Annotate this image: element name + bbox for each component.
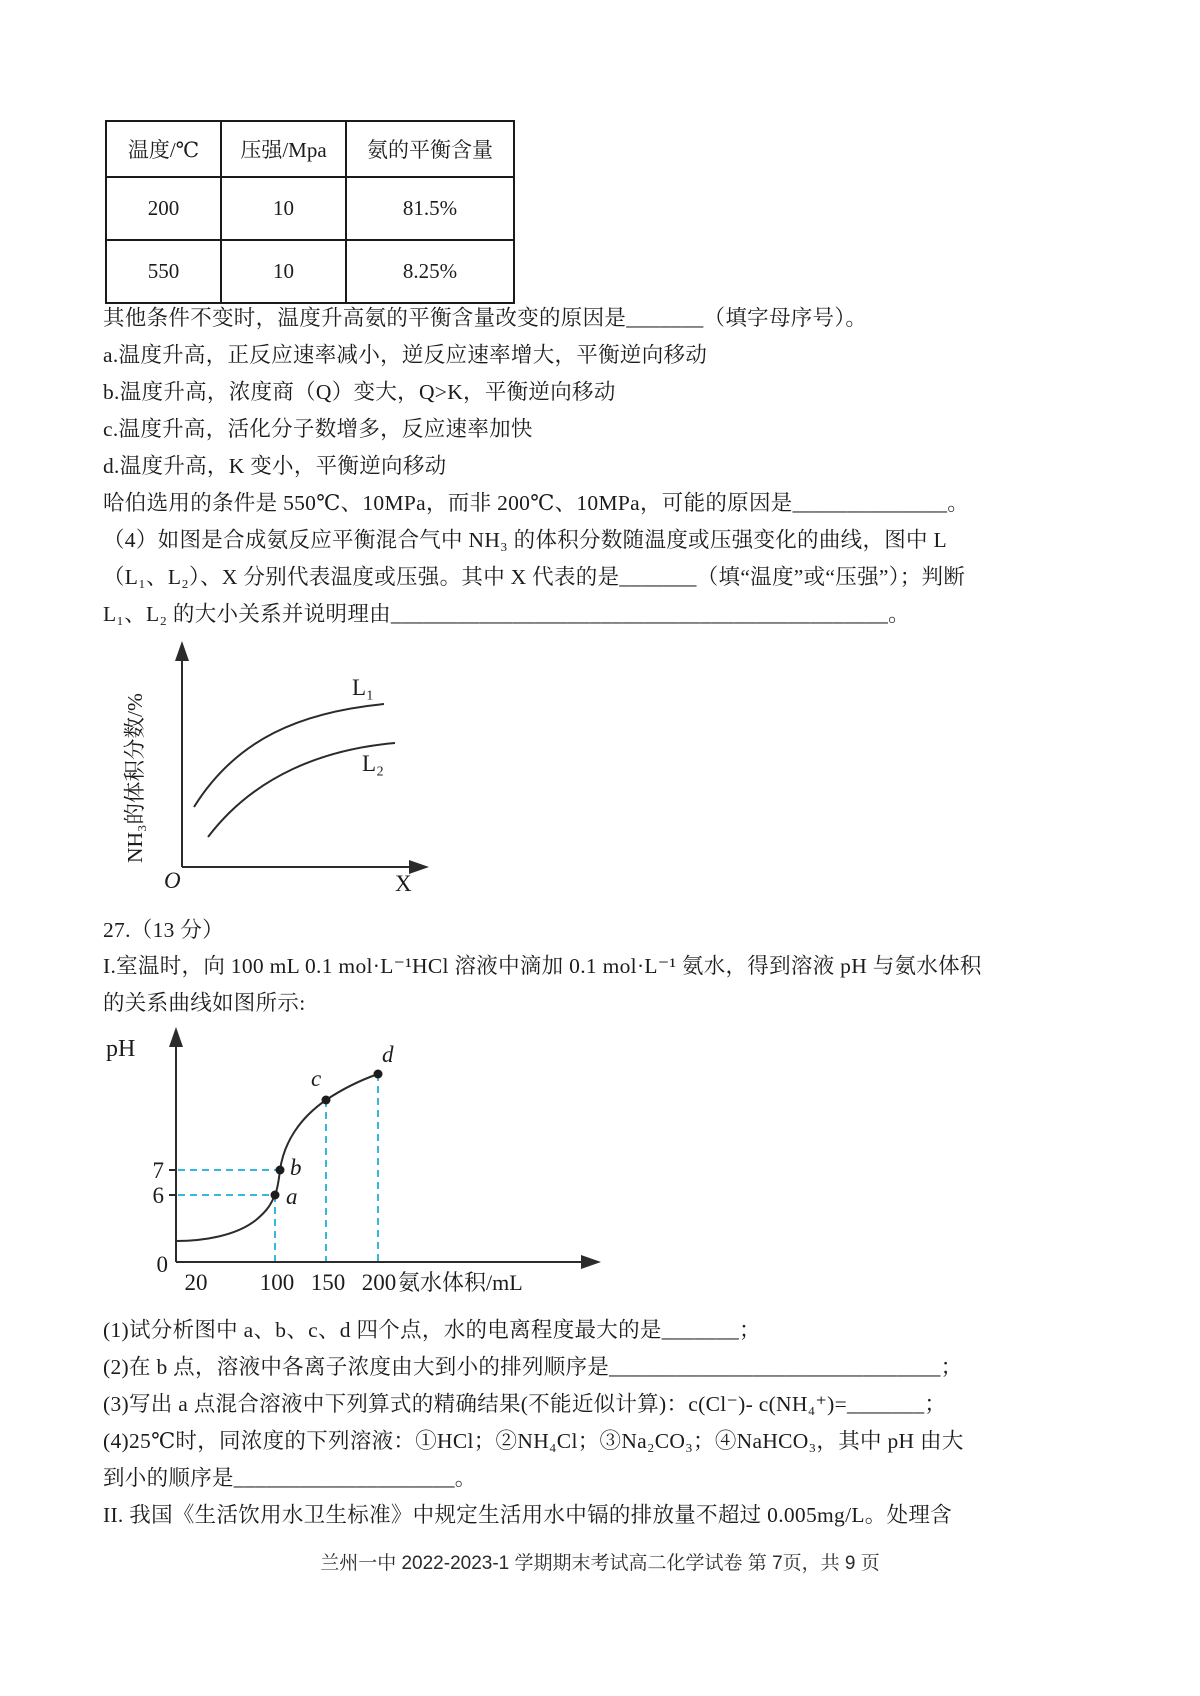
- text-line: （L₁、L₂）、X 分别代表温度或压强。其中 X 代表的是_______（填“温度”或“压强”）；判断: [103, 565, 966, 589]
- y-axis-label: NH₃的体积分数/%: [123, 693, 147, 863]
- x-tick-20: 20: [184, 1270, 208, 1295]
- ph-titration-chart: [98, 1022, 638, 1312]
- y-axis-arrow-icon: [175, 641, 189, 661]
- x-axis-label: 氨水体积/mL: [398, 1270, 523, 1295]
- y-axis-arrow-icon: [169, 1027, 183, 1047]
- question-27-heading: [103, 912, 1120, 949]
- question-26-text: [103, 300, 1120, 633]
- titration-curve: [176, 1074, 378, 1241]
- subquestion-1: (1)试分析图中 a、b、c、d 四个点，水的电离程度最大的是_______；: [103, 1318, 761, 1342]
- table-header-row: [106, 121, 514, 177]
- curve-L2-label: L₂: [362, 751, 385, 776]
- point-b-label: b: [290, 1155, 302, 1180]
- col-header-pressure: 压强/Mpa: [221, 121, 346, 177]
- question-27-subquestions: [103, 1312, 1120, 1534]
- subquestion-4-line1: (4)25℃时，同浓度的下列溶液：①HCl；②NH₄Cl；③Na₂CO₃；④NaHCO₃，其中 pH 由大: [103, 1429, 964, 1453]
- x-axis-label: X: [395, 871, 412, 896]
- curve-L1-label: L₁: [352, 675, 375, 700]
- cell-ammonia-content: 81.5%: [346, 177, 514, 240]
- subquestion-2: (2)在 b 点，溶液中各离子浓度由大到小的排列顺序是______________________________；: [103, 1355, 963, 1379]
- table-row: [106, 177, 514, 240]
- heading-line: 27.（13 分）: [103, 918, 224, 942]
- point-d-label: d: [382, 1042, 394, 1067]
- option-c: c.温度升高，活化分子数增多，反应速率加快: [103, 417, 533, 441]
- origin-label: O: [164, 868, 181, 893]
- part-II-line: II. 我国《生活饮用水卫生标准》中规定生活用水中镉的排放量不超过 0.005mg/L。处理含: [103, 1503, 953, 1527]
- option-b: b.温度升高，浓度商（Q）变大，Q>K，平衡逆向移动: [103, 380, 616, 404]
- cell-temperature: 550: [106, 240, 221, 303]
- point-a: [271, 1191, 280, 1200]
- cell-pressure: 10: [221, 177, 346, 240]
- y-tick-0: 0: [156, 1252, 168, 1277]
- page-footer: 兰州一中 2022-2023-1 学期期末考试高二化学试卷 第 7页，共 9 页: [320, 1553, 880, 1574]
- option-d: d.温度升高，K 变小，平衡逆向移动: [103, 454, 447, 478]
- point-a-label: a: [286, 1184, 298, 1209]
- x-tick-100: 100: [259, 1270, 295, 1295]
- col-header-ammonia-content: 氨的平衡含量: [346, 121, 514, 177]
- table-row: [106, 240, 514, 303]
- point-d: [374, 1070, 383, 1079]
- x-tick-200: 200: [361, 1270, 397, 1295]
- nh3-fraction-chart: [112, 635, 582, 900]
- cell-pressure: 10: [221, 240, 346, 303]
- y-tick-6: 6: [152, 1183, 164, 1208]
- cell-ammonia-content: 8.25%: [346, 240, 514, 303]
- point-c: [322, 1096, 331, 1105]
- text-line: I.室温时，向 100 mL 0.1 mol·L⁻¹HCl 溶液中滴加 0.1 mol·L⁻¹ 氨水，得到溶液 pH 与氨水体积: [103, 954, 982, 978]
- question-27-intro: [103, 948, 1120, 1022]
- text-line: L₁、L₂ 的大小关系并说明理由_____________________________________________。: [103, 602, 910, 626]
- text-line: 哈伯选用的条件是 550℃、10MPa，而非 200℃、10MPa，可能的原因是______________。: [103, 491, 970, 515]
- option-a: a.温度升高，正反应速率减小，逆反应速率增大，平衡逆向移动: [103, 343, 708, 367]
- cell-temperature: 200: [106, 177, 221, 240]
- text-line: 其他条件不变时，温度升高氨的平衡含量改变的原因是_______（填字母序号）。: [103, 306, 868, 330]
- y-tick-7: 7: [152, 1158, 164, 1183]
- text-line: （4）如图是合成氨反应平衡混合气中 NH₃ 的体积分数随温度或压强变化的曲线，图中 L: [103, 528, 947, 552]
- x-axis-arrow-icon: [409, 860, 429, 874]
- point-c-label: c: [311, 1066, 322, 1091]
- x-axis-arrow-icon: [581, 1255, 601, 1269]
- point-b: [276, 1166, 285, 1175]
- subquestion-3: (3)写出 a 点混合溶液中下列算式的精确结果(不能近似计算)：c(Cl⁻)- c(NH₄⁺)=_______；: [103, 1392, 947, 1416]
- x-tick-150: 150: [310, 1270, 346, 1295]
- text-line: 的关系曲线如图所示:: [103, 991, 306, 1015]
- curve-L1: [194, 704, 384, 807]
- subquestion-4-line2: 到小的顺序是____________________。: [103, 1466, 477, 1490]
- y-axis-label: pH: [106, 1036, 136, 1062]
- col-header-temperature: 温度/℃: [106, 121, 221, 177]
- equilibrium-table: [105, 120, 515, 304]
